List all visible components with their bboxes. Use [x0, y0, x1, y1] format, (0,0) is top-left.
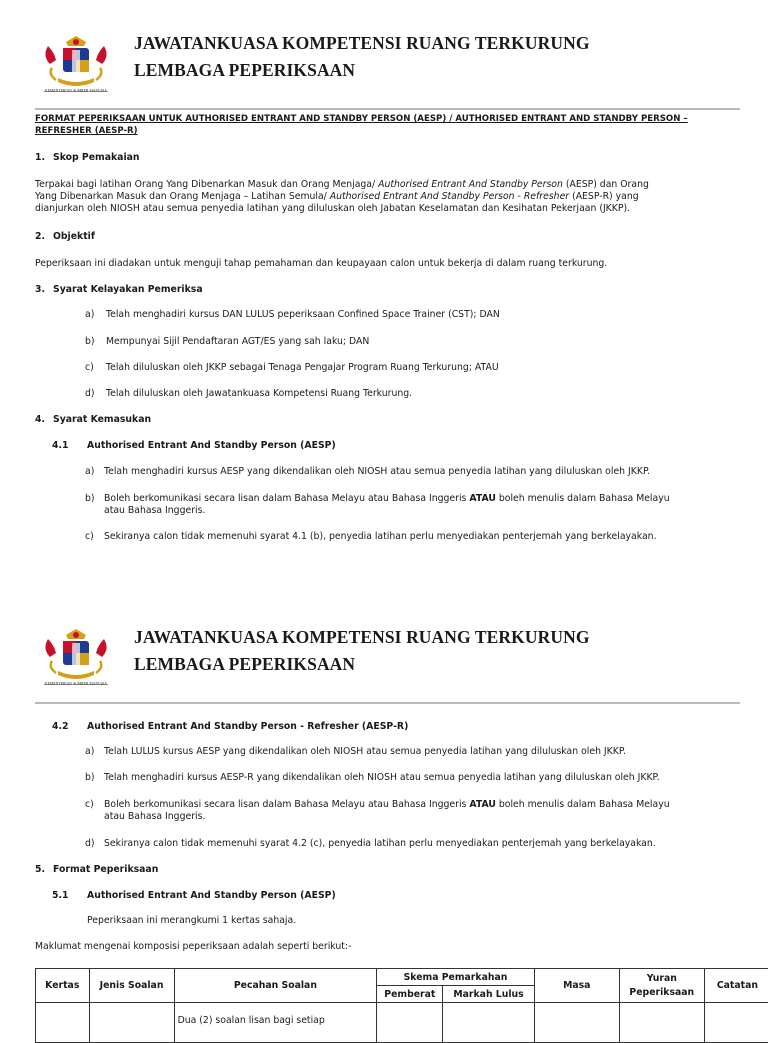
page-title: JAWATANKUASA KOMPETENSI RUANG TERKURUNG [134, 30, 590, 57]
table-header-cell: Yuran Peperiksaan [619, 969, 704, 1003]
section-number: 4. [35, 414, 45, 426]
list-label: a) [85, 309, 94, 321]
table-row [36, 1003, 768, 1043]
section-heading: Skop Pemakaian [53, 152, 140, 164]
list-label: c) [85, 362, 94, 374]
exam-format-table [35, 968, 768, 1043]
table-cell [89, 1003, 174, 1043]
page-title: JAWATANKUASA KOMPETENSI RUANG TERKURUNG [134, 624, 590, 651]
table-header-cell: Catatan [704, 969, 768, 1003]
list-label: c) [85, 531, 94, 543]
subsection-number: 4.2 [52, 721, 68, 733]
table-header-cell: Pemberat [377, 986, 443, 1003]
list-label: b) [85, 772, 95, 784]
section-number: 2. [35, 231, 45, 243]
section-number: 5. [35, 864, 45, 876]
section-heading: Objektif [53, 231, 95, 243]
subsection-heading: Authorised Entrant And Standby Person - Refresher (AESP-R) [87, 721, 408, 733]
list-label: b) [85, 493, 95, 505]
list-item: Sekiranya calon tidak memenuhi syarat 4.1 (b), penyedia latihan perlu menyediakan penterjemah yang berkelayakan. [104, 531, 657, 543]
paragraph: Peperiksaan ini merangkumi 1 kertas sahaja. [87, 915, 296, 927]
subsection-heading: Authorised Entrant And Standby Person (AESP) [87, 890, 336, 902]
paragraph-line: dianjurkan oleh NIOSH atau semua penyedia latihan yang diluluskan oleh Jabatan Keselamatan dan Kesihatan Pekerjaan (JKKP). [35, 203, 630, 215]
table-header-cell: Skema Pemarkahan [377, 969, 534, 986]
page-subtitle: LEMBAGA PEPERIKSAAN [134, 57, 355, 84]
list-item-cont: atau Bahasa Inggeris. [104, 505, 205, 517]
paragraph: Peperiksaan ini diadakan untuk menguji tahap pemahaman dan keupayaan calon untuk bekerja di dalam ruang terkurung. [35, 258, 607, 270]
section-number: 1. [35, 152, 45, 164]
list-item: Telah menghadiri kursus DAN LULUS peperiksaan Confined Space Trainer (CST); DAN [106, 309, 500, 321]
list-label: a) [85, 746, 94, 758]
table-cell [443, 1003, 534, 1043]
list-item: Boleh berkomunikasi secara lisan dalam Bahasa Melayu atau Bahasa Inggeris ATAU boleh menulis dalam Bahasa Melayu [104, 493, 670, 505]
list-item: Telah LULUS kursus AESP yang dikendalikan oleh NIOSH atau semua penyedia latihan yang diluluskan oleh JKKP. [104, 746, 626, 758]
list-item: Boleh berkomunikasi secara lisan dalam Bahasa Melayu atau Bahasa Inggeris ATAU boleh menulis dalam Bahasa Melayu [104, 799, 670, 811]
list-item-cont: atau Bahasa Inggeris. [104, 811, 205, 823]
list-item: Mempunyai Sijil Pendaftaran AGT/ES yang sah laku; DAN [106, 336, 369, 348]
paragraph: Maklumat mengenai komposisi peperiksaan adalah seperti berikut:- [35, 941, 351, 953]
list-item: Sekiranya calon tidak memenuhi syarat 4.2 (c), penyedia latihan perlu menyediakan penterjemah yang berkelayakan. [104, 838, 656, 850]
list-label: b) [85, 336, 95, 348]
paragraph-line: Yang Dibenarkan Masuk dan Orang Menjaga – Latihan Semula/ Authorised Entrant And Standby Person - Refresher (AESP-R) yang [35, 191, 639, 203]
header-divider [35, 108, 740, 110]
section-number: 3. [35, 284, 45, 296]
table-cell [704, 1003, 768, 1043]
header-divider [35, 702, 740, 704]
table-cell: Dua (2) soalan lisan bagi setiap [174, 1003, 377, 1043]
logo-caption: KEMENTERIAN SUMBER MANUSIA [36, 89, 116, 94]
list-item: Telah menghadiri kursus AESP-R yang dikendalikan oleh NIOSH atau semua penyedia latihan yang diluluskan oleh JKKP. [104, 772, 660, 784]
table-cell [619, 1003, 704, 1043]
section-heading: Syarat Kelayakan Pemeriksa [53, 284, 203, 296]
logo-caption: KEMENTERIAN SUMBER MANUSIA [36, 682, 116, 687]
table-cell [36, 1003, 90, 1043]
document-title: FORMAT PEPERIKSAAN UNTUK AUTHORISED ENTRANT AND STANDBY PERSON (AESP) / AUTHORISED ENTRANT AND STANDBY PERSON – [35, 113, 688, 125]
list-item: Telah diluluskan oleh Jawatankuasa Kompetensi Ruang Terkurung. [106, 388, 412, 400]
document-title-cont: REFRESHER (AESP-R) [35, 125, 138, 137]
list-label: c) [85, 799, 94, 811]
table-header-cell: Masa [534, 969, 619, 1003]
table-header-cell: Markah Lulus [443, 986, 534, 1003]
section-heading: Format Peperiksaan [53, 864, 158, 876]
page-subtitle: LEMBAGA PEPERIKSAAN [134, 651, 355, 678]
table-header-cell: Jenis Soalan [89, 969, 174, 1003]
section-heading: Syarat Kemasukan [53, 414, 151, 426]
list-item: Telah diluluskan oleh JKKP sebagai Tenaga Pengajar Program Ruang Terkurung; ATAU [106, 362, 499, 374]
list-label: a) [85, 466, 94, 478]
table-header-cell: Kertas [36, 969, 90, 1003]
list-label: d) [85, 388, 95, 400]
table-cell [377, 1003, 443, 1043]
subsection-number: 5.1 [52, 890, 68, 902]
paragraph-line: Terpakai bagi latihan Orang Yang Dibenarkan Masuk dan Orang Menjaga/ Authorised Entrant And Standby Person (AESP) dan Orang [35, 179, 649, 191]
list-label: d) [85, 838, 95, 850]
subsection-heading: Authorised Entrant And Standby Person (AESP) [87, 440, 336, 452]
subsection-number: 4.1 [52, 440, 68, 452]
table-header-cell: Pecahan Soalan [174, 969, 377, 1003]
list-item: Telah menghadiri kursus AESP yang dikendalikan oleh NIOSH atau semua penyedia latihan yang diluluskan oleh JKKP. [104, 466, 650, 478]
table-header-row [36, 969, 768, 986]
table-cell [534, 1003, 619, 1043]
